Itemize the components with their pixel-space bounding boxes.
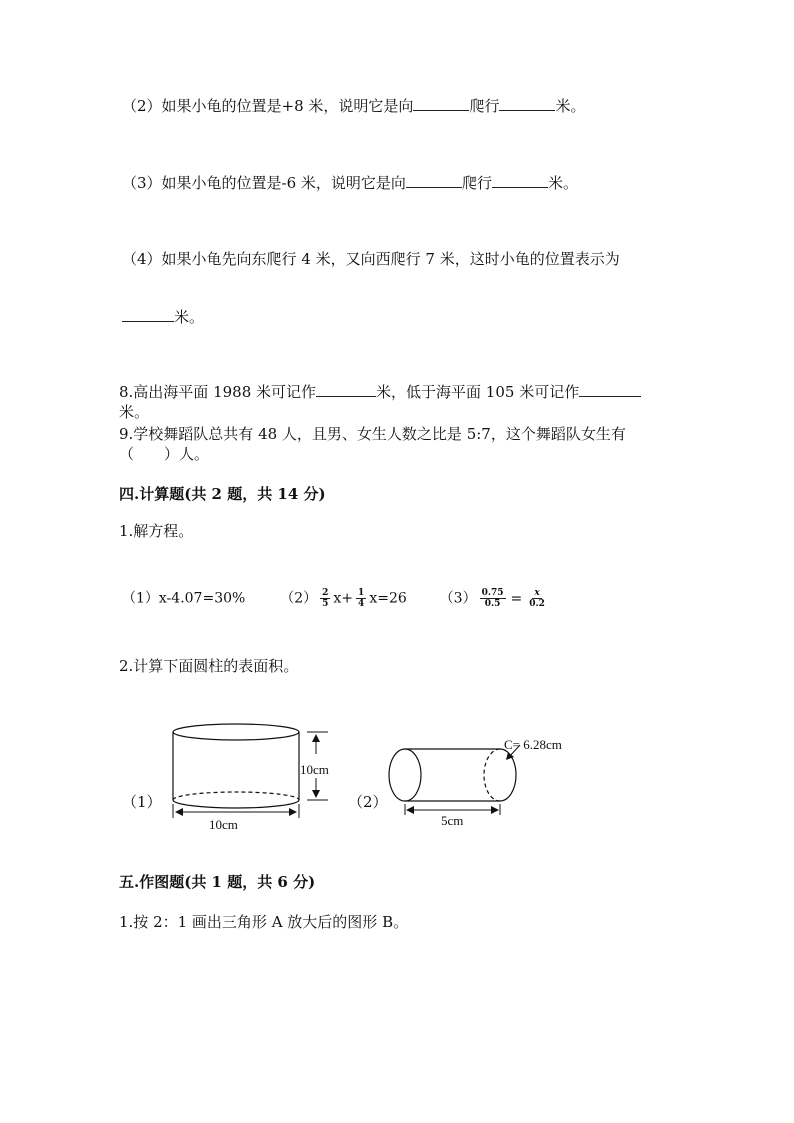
equation-2-label: （2） [280,590,318,607]
cylinder-2-length: 5cm [441,813,464,828]
equation-1: （1）x-4.07=30% [122,590,246,607]
question-9 [119,424,626,444]
question-3 [122,173,578,193]
question-text: （4）如果小龟先向东爬行 4 米，又向西爬行 7 米，这时小龟的位置表示为 [122,250,620,268]
section-4-title: 四.计算题(共 2 题，共 14 分) [119,485,326,503]
answer-blank[interactable] [122,307,174,322]
question-text: 米。 [174,308,205,326]
question-2 [122,96,585,116]
question-text: （3）如果小龟的位置是-6 米，说明它是向 [122,174,406,192]
fraction: $\frac{2}{5}$ [322,588,329,609]
equals-sign: = [510,590,523,607]
equation-row [122,588,550,609]
section-5-title: 五.作图题(共 1 题，共 6 分) [119,873,316,891]
fraction: $\frac{x}{0.2}$ [529,588,545,609]
answer-blank[interactable] [316,382,376,397]
draw-1-title: 1.按 2：1 画出三角形 A 放大后的图形 B。 [119,913,409,931]
equation-2-text: x+ [333,590,354,607]
question-text: 爬行 [461,174,492,192]
question-4 [122,249,620,269]
question-text: 米。 [555,97,586,115]
answer-blank[interactable] [499,96,555,111]
equation-3-label: （3） [439,590,477,607]
question-text: （2）如果小龟的位置是+8 米，说明它是向 [122,97,414,115]
question-text: 9.学校舞蹈队总共有 48 人，且男、女生人数之比是 5:7，这个舞蹈队女生有 [119,425,626,443]
fraction: $\frac{1}{4}$ [358,588,365,609]
cylinder-1-height: 10cm [300,762,329,777]
answer-paren[interactable]: （ ）人。 [119,445,210,463]
calc-2-title: 2.计算下面圆柱的表面积。 [119,657,299,675]
answer-blank[interactable] [413,96,469,111]
question-4-answer [122,307,204,327]
question-8-tail [119,402,149,422]
answer-blank[interactable] [492,173,548,188]
question-text: 8.高出海平面 1988 米可记作 [119,383,317,401]
fraction: $\frac{0.75}{0.5}$ [481,588,504,609]
question-9-tail [119,444,209,464]
answer-blank[interactable] [406,173,462,188]
cylinder-2-circumference: C= 6.28cm [504,737,562,752]
figure-1-label: （1） [122,793,162,811]
question-8 [119,382,641,402]
question-text: 米。 [547,174,578,192]
answer-blank[interactable] [579,382,641,397]
calc-1-title: 1.解方程。 [119,522,194,540]
cylinder-1-width: 10cm [209,817,238,832]
question-text: 爬行 [469,97,500,115]
question-text: 米。 [119,403,150,421]
equation-2-text: x=26 [369,590,407,607]
question-text: 米，低于海平面 105 米可记作 [376,383,580,401]
figure-2-label: （2） [348,793,388,811]
